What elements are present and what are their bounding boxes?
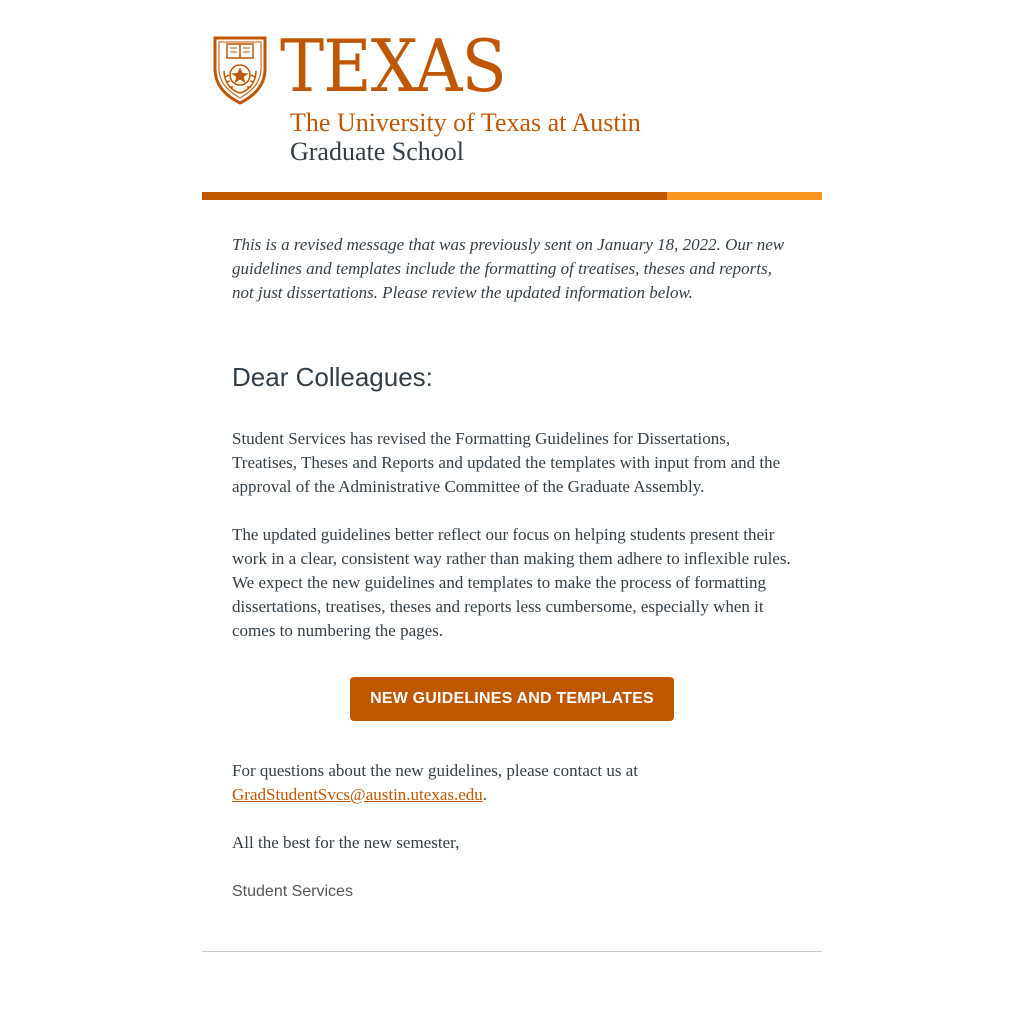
cta-wrapper <box>232 677 792 721</box>
divider-burnt-orange <box>202 192 667 200</box>
contact-period: . <box>482 785 488 804</box>
ut-shield-seal-icon <box>212 35 268 105</box>
closing-line: All the best for the new semester, <box>232 833 460 852</box>
new-guidelines-button[interactable]: NEW GUIDELINES AND TEMPLATES <box>350 677 674 721</box>
school-name: Graduate School <box>290 137 465 166</box>
contact-paragraph <box>232 759 792 807</box>
email-body <box>202 233 822 904</box>
greeting: Dear Colleagues: <box>232 362 433 392</box>
contact-email-link[interactable]: GradStudentSvcs@austin.utexas.edu <box>232 785 483 804</box>
email-container <box>202 0 822 904</box>
footer-divider <box>202 951 822 952</box>
paragraph-revision: Student Services has revised the Formatting Guidelines for Dissertations, Treatises, Theses and Reports and updated the templates with input from and the approval of the Administrative Committee of the Graduate Assembly. <box>232 429 781 496</box>
revision-notice: This is a revised message that was previously sent on January 18, 2022. Our new guidelines and templates include the formatting of treatises, theses and reports, not just dissertations. Please review the updated information below. <box>232 235 785 302</box>
texas-wordmark: TEXAS <box>280 24 506 108</box>
signature: Student Services <box>232 883 353 900</box>
university-name: The University of Texas at Austin <box>290 108 641 137</box>
paragraph-focus: The updated guidelines better reflect our focus on helping students present their work in a clear, consistent way rather than making them adhere to inflexible rules. We expect the new guidelines and templates to make the process of formatting dissertations, treatises, theses and reports less cumbersome, especially when it comes to numbering the pages. <box>232 525 791 640</box>
email-header <box>202 0 822 192</box>
header-divider <box>202 192 822 200</box>
contact-text: For questions about the new guidelines, please contact us at <box>232 761 639 780</box>
divider-light-orange <box>667 192 822 200</box>
